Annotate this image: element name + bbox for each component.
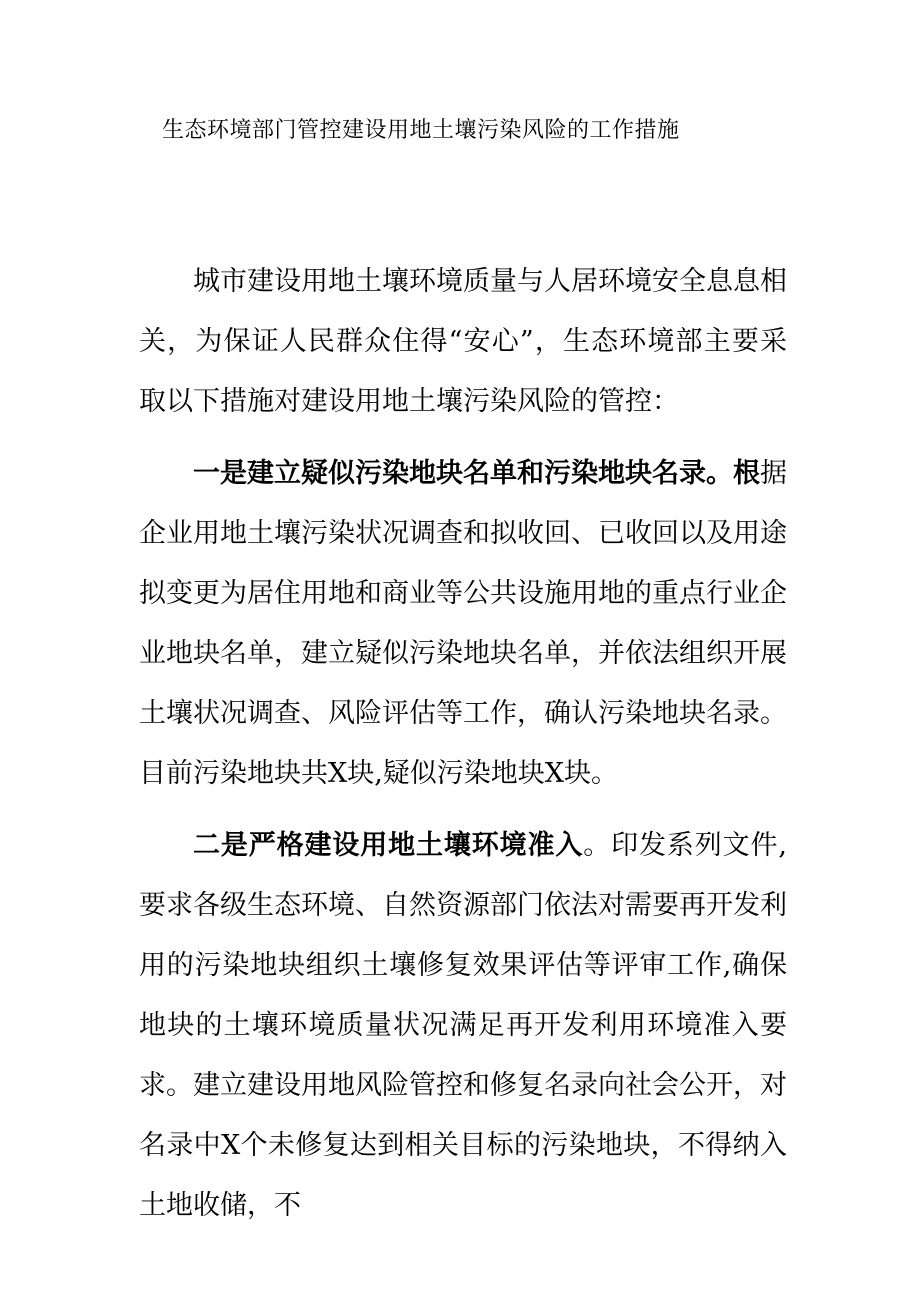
section-2-paragraph [139, 816, 787, 1236]
intro-paragraph: 城市建设用地土壤环境质量与人居环境安全息息相关，为保证人民群众住得“安心”，生态环境部主要采取以下措施对建设用地土壤污染风险的管控： [139, 266, 787, 417]
section-1-text: 据企业用地土壤污染状况调查和拟收回、已收回以及用途拟变更为居住用地和商业等公共设施用地的重点行业企业地块名单，建立疑似污染地块名单，并依法组织开展土壤状况调查、风险评估等工作，确认污染地块名录。目前污染地块共X块,疑似污染地块X块。 [139, 458, 787, 789]
section-2-lead: 二是严格建设用地土壤环境准入 [193, 830, 584, 861]
section-1-lead: 一是建立疑似污染地块名单和污染地块名录。根 [193, 458, 760, 489]
section-2-text: 。印发系列文件,要求各级生态环境、自然资源部门依法对需要再开发利用的污染地块组织土壤修复效果评估等评审工作,确保地块的土壤环境质量状况满足再开发利用环境准入要求。建立建设用地风险管控和修复名录向社会公开，对名录中X个未修复达到相关目标的污染地块，不得纳入土地收储，不 [139, 830, 787, 1221]
document-title: 生态环境部门管控建设用地土壤污染风险的工作措施 [162, 118, 680, 143]
document-body [139, 252, 787, 1248]
section-1-paragraph [139, 444, 787, 804]
